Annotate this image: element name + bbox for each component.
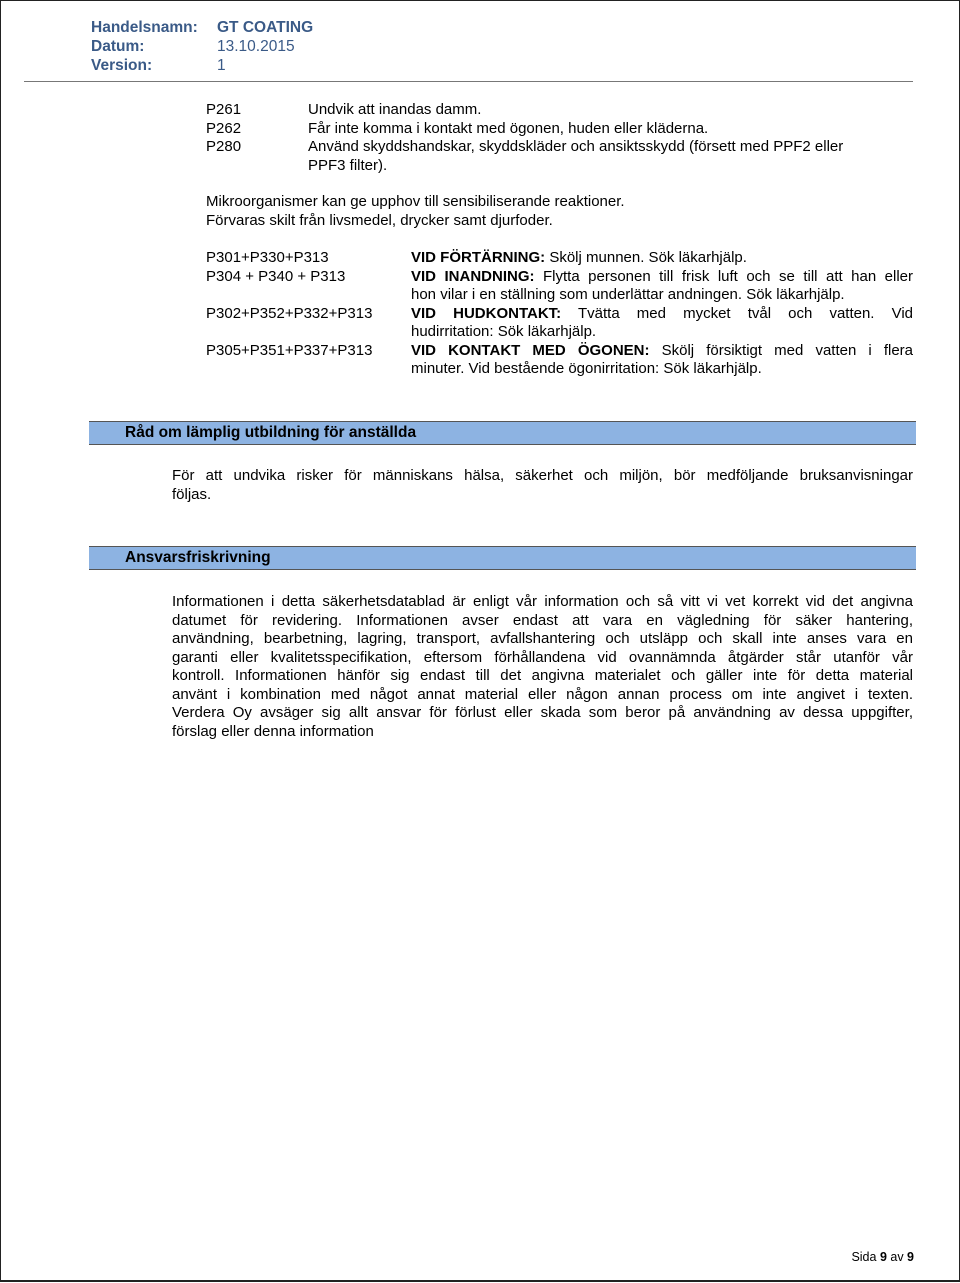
training-line: följas. <box>172 485 212 503</box>
first-aid-text <box>411 342 913 361</box>
trade-name-label: Handelsnamn: <box>91 19 198 36</box>
first-aid-code: P305+P351+P337+P313 <box>206 341 373 359</box>
first-aid-heading: VID KONTAKT MED ÖGONEN: <box>411 341 650 359</box>
first-aid-line: hudirritation: Sök läkarhjälp. <box>411 323 597 340</box>
first-aid-line: minuter. Vid bestående ögonirritation: Sök läkarhjälp. <box>411 360 762 377</box>
first-aid-line: Tvätta med mycket tvål och vatten. Vid <box>561 304 913 322</box>
p-code: P261 <box>206 101 242 118</box>
first-aid-heading: VID FÖRTÄRNING: <box>411 249 546 266</box>
first-aid-text <box>411 268 913 287</box>
first-aid-text <box>411 249 913 268</box>
first-aid-heading: VID INANDNING: <box>411 267 535 285</box>
page-prefix: Sida <box>851 1250 880 1264</box>
p-text: Får inte komma i kontakt med ögonen, huden eller kläderna. <box>308 119 709 137</box>
note: Förvaras skilt från livsmedel, drycker samt djurfoder. <box>206 211 553 229</box>
total-pages: 9 <box>907 1250 914 1264</box>
header-divider <box>24 81 913 82</box>
first-aid-line: Skölj försiktigt med vatten i flera <box>649 341 914 359</box>
training-line: För att undvika risker för människans hälsa, säkerhet och miljön, bör medföljande bruksanvisningar <box>172 467 913 484</box>
p-text-cont: PPF3 filter). <box>308 156 388 174</box>
page-number <box>851 1250 914 1264</box>
note: Mikroorganismer kan ge upphov till sensibiliserande reaktioner. <box>206 193 625 210</box>
disclaimer-line: garanti eller kvalitetsspecifikation, eftersom förhållandena vid ovannämnda åtgärder står utanför vår <box>172 648 913 666</box>
section-header-disclaimer <box>89 546 916 570</box>
disclaimer-line: användning, bearbetning, lagring, transport, avfallshantering och utsläpp och skall inte anses vara en <box>172 630 913 647</box>
disclaimer-line: Verdera Oy avsäger sig allt ansvar för förlust eller skada som beror på användning av dessa uppgifter, <box>172 704 913 721</box>
p-text: Använd skyddshandskar, skyddskläder och ansiktsskydd (försett med PPF2 eller <box>308 138 844 155</box>
first-aid-text <box>411 305 913 324</box>
version-label: Version: <box>91 57 153 74</box>
disclaimer-line: Informationen i detta säkerhetsdatablad är enligt vår information och så vitt vi vet korrekt vid det angivna <box>172 593 913 610</box>
section-header-training <box>89 421 916 445</box>
disclaimer-line: använt i kombination med något annat material eller någon annan process om inte angivet i texten. <box>172 685 913 703</box>
version-value: 1 <box>217 57 226 74</box>
date-value: 13.10.2015 <box>217 38 295 55</box>
first-aid-code: P304 + P340 + P313 <box>206 267 346 285</box>
first-aid-line: Skölj munnen. Sök läkarhjälp. <box>545 249 747 266</box>
p-code: P262 <box>206 119 242 137</box>
first-aid-line: hon vilar i en ställning som underlättar andningen. Sök läkarhjälp. <box>411 286 845 303</box>
first-aid-line: Flytta personen till frisk luft och se till att han eller <box>534 267 913 285</box>
disclaimer-line: kontroll. Informationen hänför sig endast till det angivna materialet och gäller inte för detta material <box>172 667 913 684</box>
trade-name: GT COATING <box>217 19 314 36</box>
first-aid-code: P301+P330+P313 <box>206 249 329 266</box>
section-title: Råd om lämplig utbildning för anställda <box>125 424 417 441</box>
section-title: Ansvarsfriskrivning <box>125 549 271 566</box>
p-code: P280 <box>206 138 242 155</box>
date-label: Datum: <box>91 38 145 55</box>
first-aid-heading: VID HUDKONTAKT: <box>411 304 562 322</box>
current-page: 9 <box>879 1250 887 1264</box>
disclaimer-line: datumet för revidering. Informationen avser endast att vara en vägledning för säker hantering, <box>172 611 913 629</box>
page-of: av <box>886 1250 908 1264</box>
first-aid-code: P302+P352+P332+P313 <box>206 304 373 322</box>
p-text: Undvik att inandas damm. <box>308 101 482 118</box>
disclaimer-line: förslag eller denna information <box>172 722 374 740</box>
